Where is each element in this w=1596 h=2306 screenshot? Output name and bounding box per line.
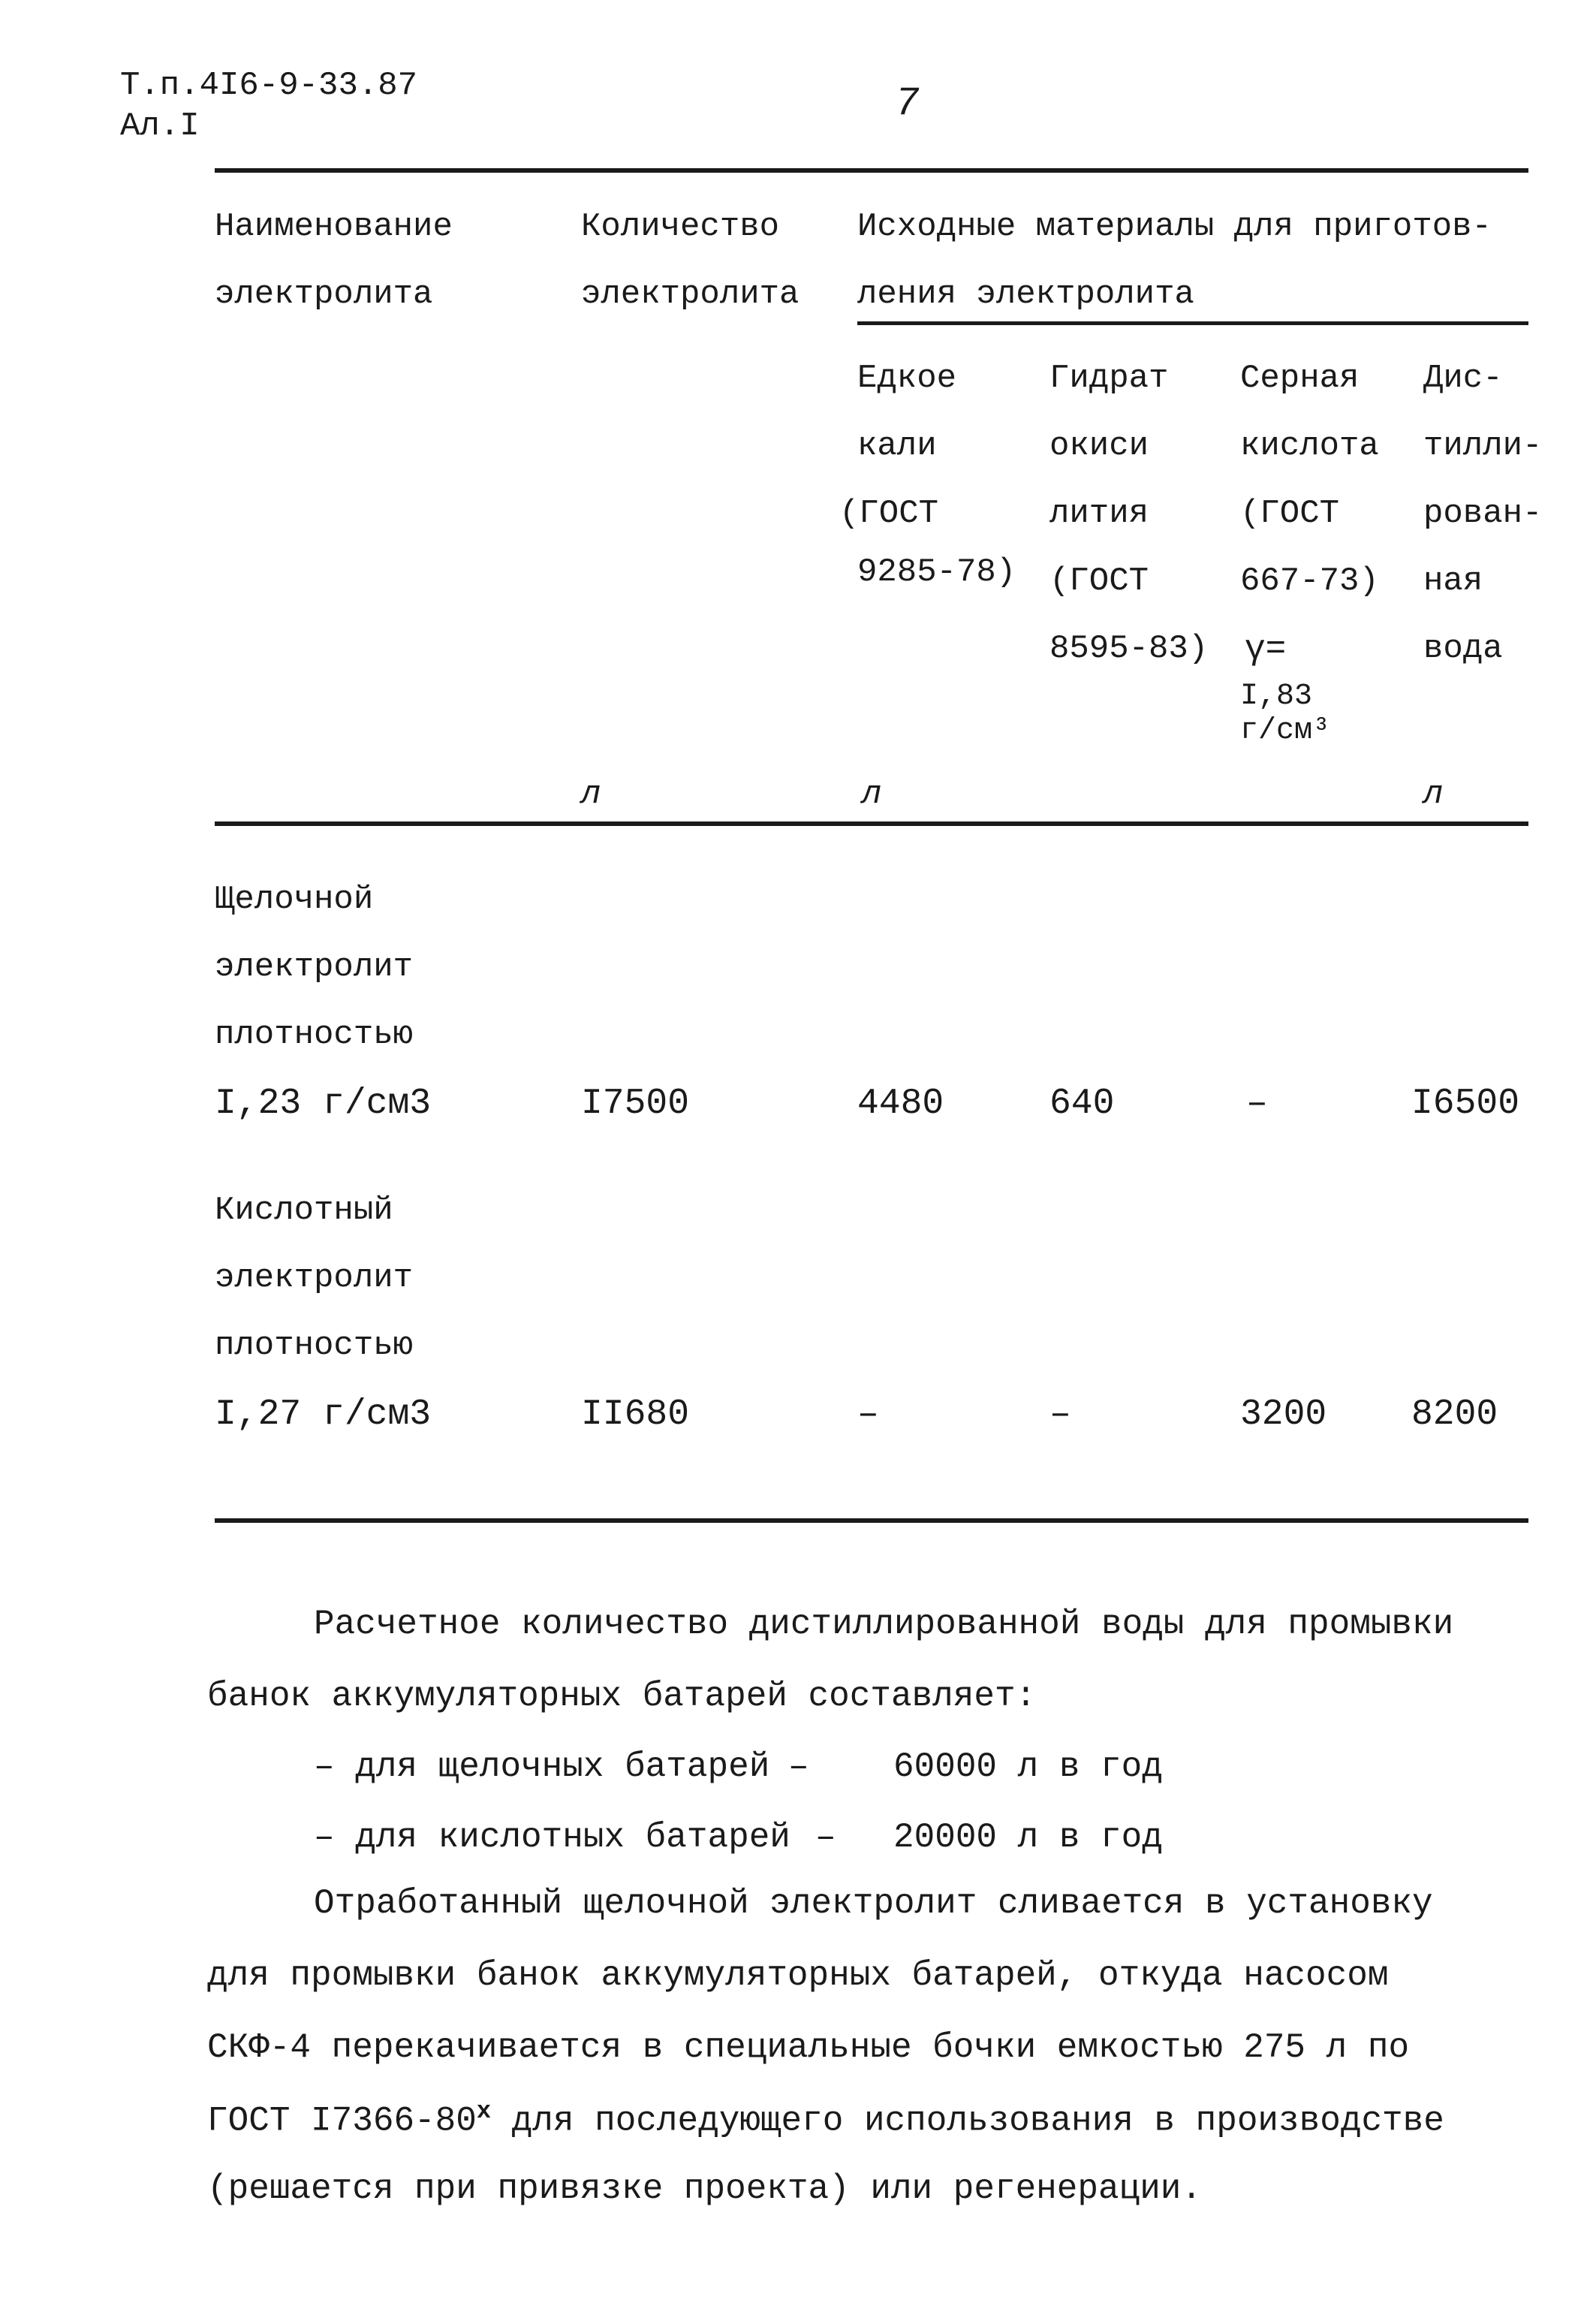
- row2-lioh: –: [1049, 1394, 1071, 1435]
- sub-lioh-1: Гидрат: [1049, 360, 1169, 397]
- list-item-acid-label: – для кислотных батарей: [314, 1818, 790, 1857]
- sub-koh-1: Едкое: [857, 360, 957, 397]
- paragraph-2-line-1: Отработанный щелочной электролит сливается в установку: [314, 1884, 1433, 1923]
- paragraph-1-line-1: Расчетное количество дистиллированной воды для промывки: [314, 1605, 1454, 1644]
- header-qty-line1: Количество: [581, 208, 780, 246]
- sub-h2so4-2: кислота: [1240, 427, 1379, 465]
- materials-rule: [857, 321, 1528, 325]
- sub-koh-3: (ГОСТ: [839, 495, 939, 532]
- header-qty-line2: электролита: [581, 276, 800, 313]
- sub-h2so4-3: (ГОСТ: [1240, 495, 1340, 532]
- paragraph-2-line-5: (решается при привязке проекта) или регенерации.: [207, 2169, 1203, 2208]
- paragraph-2-line-4: [207, 2097, 1444, 2141]
- doc-code: Т.п.4I6-9-33.87: [120, 67, 418, 104]
- row2-name-2: электролит: [215, 1259, 414, 1297]
- list-item-alkaline-dash: –: [788, 1747, 809, 1786]
- header-materials-line1: Исходные материалы для приготов-: [857, 208, 1492, 246]
- header-name-line2: электролита: [215, 276, 433, 313]
- sub-h2so4-5: γ=: [1245, 630, 1287, 669]
- row2-name-3: плотностью: [215, 1327, 414, 1364]
- list-item-alkaline-value: 60000 л в год: [893, 1747, 1163, 1786]
- page-number: 7: [895, 81, 920, 127]
- sub-lioh-3: лития: [1049, 495, 1149, 532]
- header-bottom-rule: [215, 821, 1528, 826]
- sub-lioh-5: 8595-83): [1049, 630, 1209, 668]
- sub-koh-2: кали: [857, 427, 937, 465]
- sub-h2so4-7: г/см³: [1240, 714, 1331, 748]
- row1-water: I6500: [1411, 1084, 1520, 1124]
- sub-h2so4-6: I,83: [1240, 680, 1313, 713]
- gost-ref: ГОСТ I7366-80: [207, 2101, 477, 2141]
- row2-name-1: Кислотный: [215, 1192, 393, 1229]
- row2-qty: II680: [581, 1394, 690, 1435]
- table-bottom-rule: [215, 1518, 1528, 1523]
- sheet-label: Ал.I: [120, 107, 200, 145]
- sub-water-3: рован-: [1423, 495, 1543, 532]
- unit-water: л: [1423, 776, 1444, 813]
- paragraph-2-line-3: СКФ-4 перекачивается в специальные бочки емкостью 275 л по: [207, 2028, 1410, 2067]
- unit-koh: л: [862, 776, 882, 813]
- row1-lioh: 640: [1049, 1084, 1115, 1124]
- sub-h2so4-4: 667-73): [1240, 562, 1379, 600]
- paragraph-2-line-2: для промывки банок аккумуляторных батарей, откуда насосом: [207, 1956, 1389, 1995]
- row1-h2so4: –: [1246, 1084, 1268, 1124]
- sub-lioh-2: окиси: [1049, 427, 1149, 465]
- paragraph-2-line-4-rest: для последующего использования в производстве: [491, 2101, 1444, 2141]
- row2-name-4: I,27 г/см3: [215, 1394, 432, 1435]
- sub-water-1: Дис-: [1423, 360, 1503, 397]
- row1-name-2: электролит: [215, 948, 414, 986]
- table-top-rule: [215, 168, 1528, 173]
- header-name-line1: Наименование: [215, 208, 453, 246]
- row1-name-4: I,23 г/см3: [215, 1084, 432, 1124]
- row2-water: 8200: [1411, 1394, 1498, 1435]
- unit-qty: л: [581, 776, 601, 813]
- row2-koh: –: [857, 1394, 879, 1435]
- sub-koh-4: 9285-78): [857, 553, 1016, 591]
- sub-water-4: ная: [1423, 562, 1483, 600]
- list-item-acid-value: 20000 л в год: [893, 1818, 1163, 1857]
- sub-h2so4-1: Серная: [1240, 360, 1360, 397]
- row1-name-1: Щелочной: [215, 881, 374, 918]
- sub-water-2: тилли-: [1423, 427, 1543, 465]
- row1-name-3: плотностью: [215, 1016, 414, 1054]
- paragraph-1-line-2: банок аккумуляторных батарей составляет:: [207, 1677, 1037, 1716]
- gost-ref-mark: х: [476, 2097, 492, 2125]
- sub-water-5: вода: [1423, 630, 1503, 668]
- sub-lioh-4: (ГОСТ: [1049, 562, 1149, 600]
- row2-h2so4: 3200: [1240, 1394, 1327, 1435]
- list-item-acid-dash: –: [815, 1818, 836, 1857]
- row1-qty: I7500: [581, 1084, 690, 1124]
- row1-koh: 4480: [857, 1084, 944, 1124]
- header-materials-line2: ления электролита: [857, 276, 1194, 313]
- list-item-alkaline-label: – для щелочных батарей: [314, 1747, 770, 1786]
